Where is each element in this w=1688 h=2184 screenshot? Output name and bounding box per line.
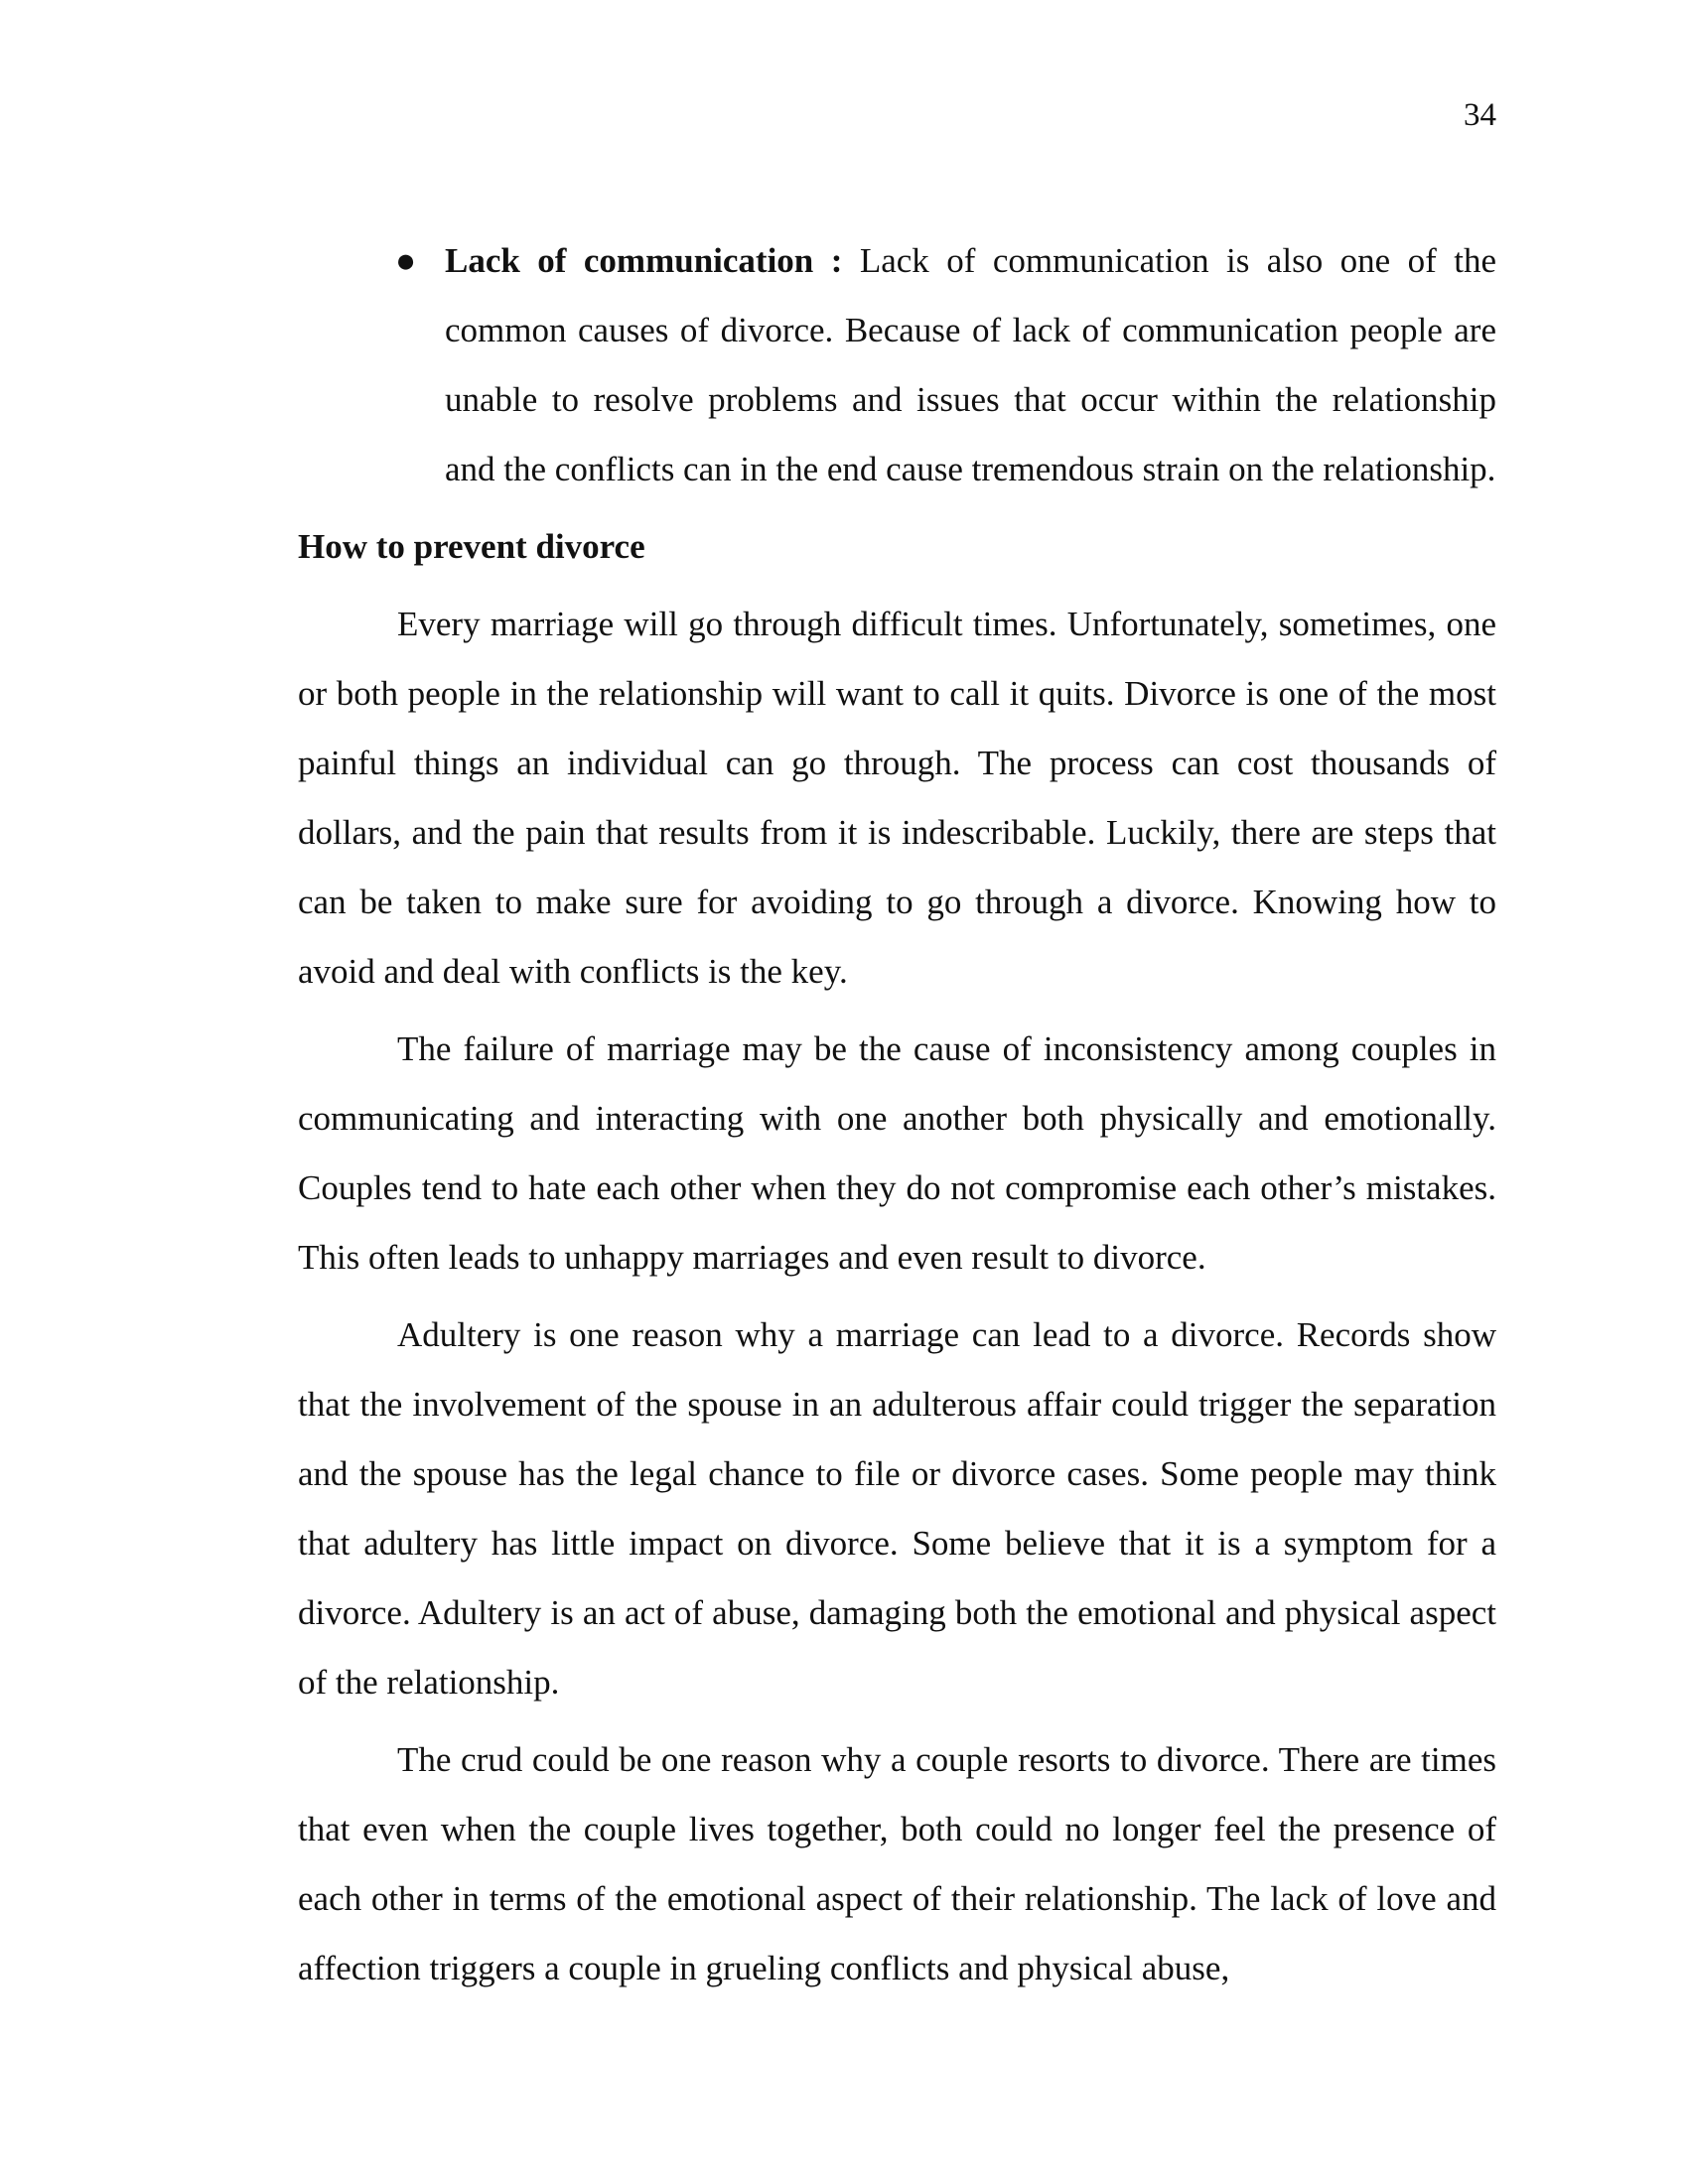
paragraph: The failure of marriage may be the cause of inconsistency among couples in communicating and interacting with one another both physically and emotionally. Couples tend to hate each other when they do not compromise each other’s mistakes. This often leads to unhappy marriages and even result to divorce.: [298, 1029, 1496, 1277]
bullet-item-lack-of-communication: [298, 226, 1496, 504]
document-body: [298, 226, 1496, 2011]
paragraph: The crud could be one reason why a couple resorts to divorce. There are times that even when the couple lives together, both could no longer feel the presence of each other in terms of the emotional aspect of their relationship. The lack of love and affection triggers a couple in grueling conflicts and physical abuse,: [298, 1740, 1496, 1987]
paragraph: Adultery is one reason why a marriage can lead to a divorce. Records show that the involvement of the spouse in an adulterous affair could trigger the separation and the spouse has the legal chance to file or divorce cases. Some people may think that adultery has little impact on divorce. Some believe that it is a symptom for a divorce. Adultery is an act of abuse, damaging both the emotional and physical aspect of the relationship.: [298, 1315, 1496, 1702]
paragraph: Every marriage will go through difficult times. Unfortunately, sometimes, one or both people in the relationship will want to call it quits. Divorce is one of the most painful things an individual can go through. The process can cost thousands of dollars, and the pain that results from it is indescribable. Luckily, there are steps that can be taken to make sure for avoiding to go through a divorce. Knowing how to avoid and deal with conflicts is the key.: [298, 605, 1496, 991]
page-number: 34: [1464, 97, 1496, 133]
bullet-text: Lack of communication is also one of the common causes of divorce. Because of lack of communication people are unable to resolve problems and issues that occur within the relationship and the conflicts can in the end cause tremendous strain on the relationship.: [445, 241, 1496, 488]
section-heading: How to prevent divorce: [298, 527, 645, 566]
bullet-icon: ●: [395, 241, 417, 280]
bullet-term: Lack of communication :: [445, 241, 843, 280]
